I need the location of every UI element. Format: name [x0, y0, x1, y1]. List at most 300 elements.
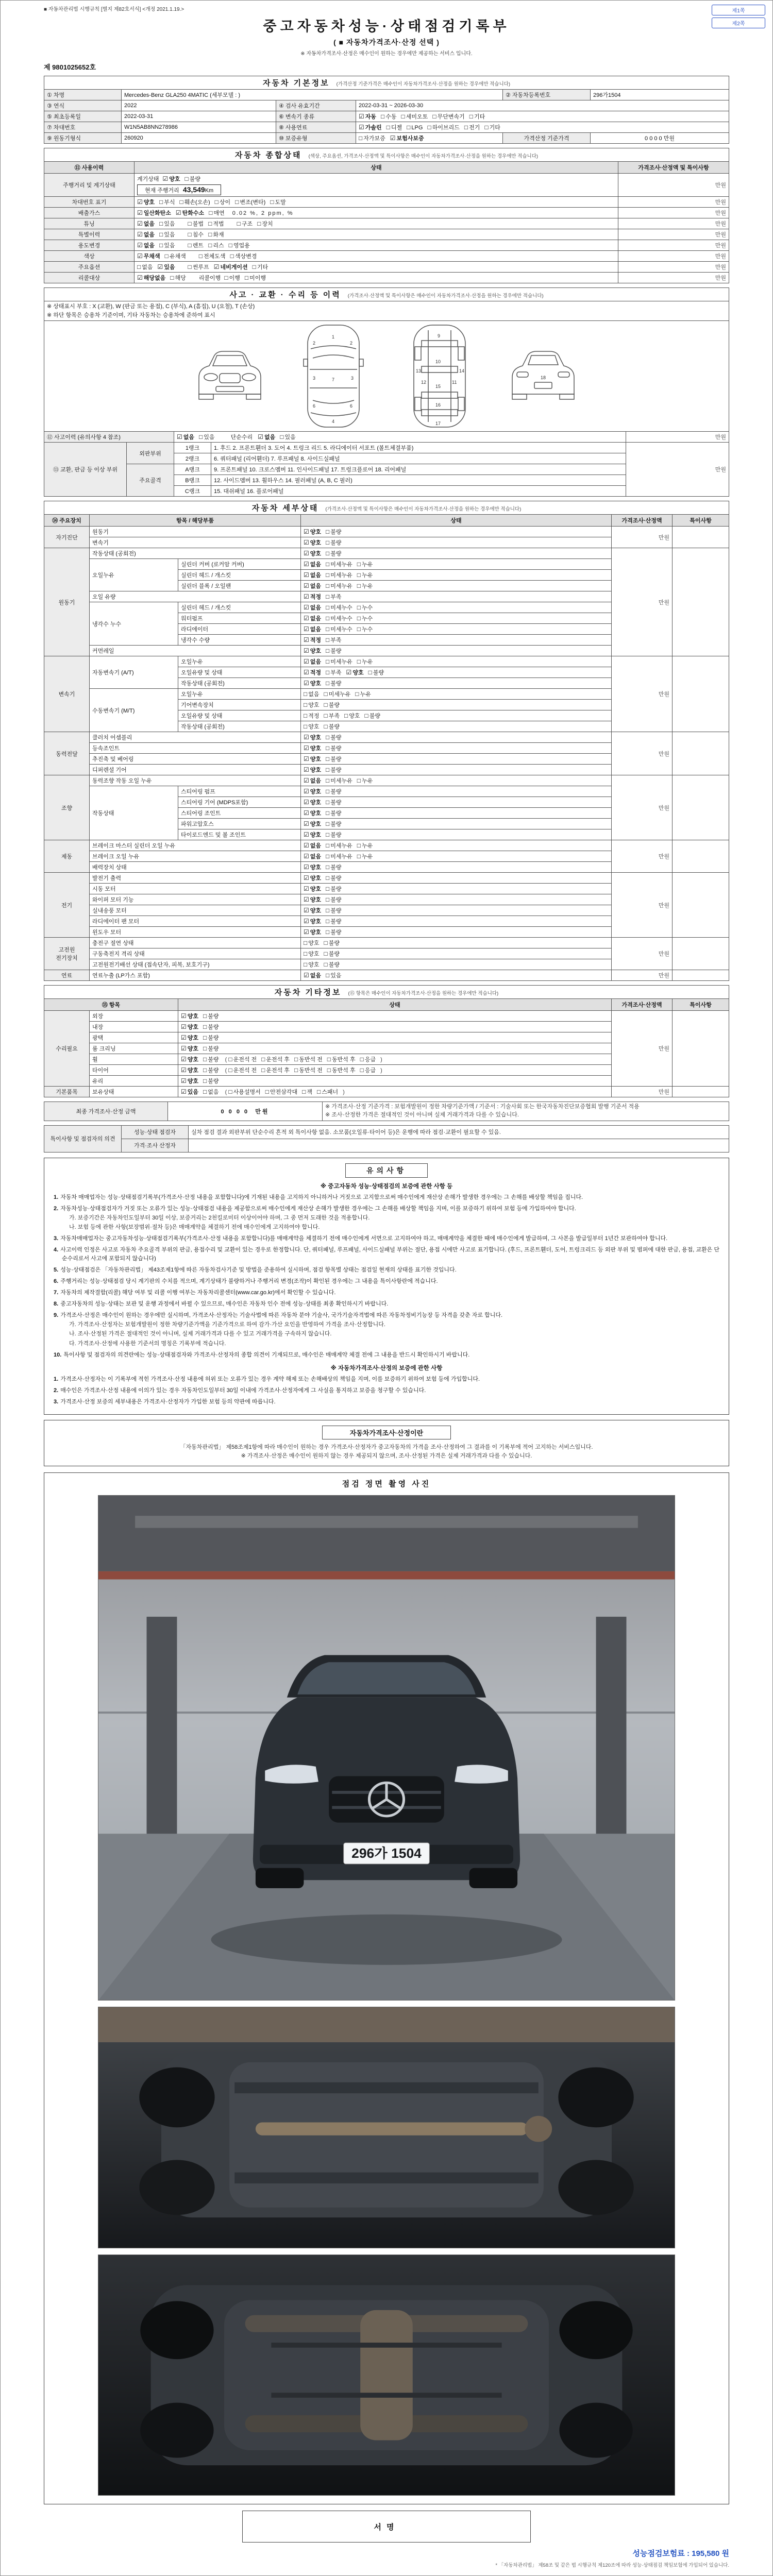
checkbox-option[interactable]: □ 미세누수	[326, 615, 352, 622]
checkbox-option[interactable]: ☑ 양호	[304, 896, 322, 903]
checkbox-option[interactable]: □ 불량	[368, 669, 384, 676]
checkbox-option[interactable]: □ 누유	[357, 571, 373, 579]
checkbox-icon: ☑	[359, 113, 364, 120]
checkbox-option[interactable]: ☑ 양호	[304, 863, 322, 871]
checkbox-option[interactable]: ☑ 양호	[304, 647, 322, 654]
checkbox-option[interactable]: □ 있음	[326, 972, 342, 979]
checkbox-option[interactable]: □ 불량	[326, 528, 342, 535]
checkbox-option[interactable]: ☑ 일산화탄소	[137, 209, 171, 216]
checkbox-option[interactable]: □ 불량	[326, 788, 342, 795]
checkbox-option[interactable]: □ 누유	[357, 561, 373, 568]
checkbox-option[interactable]: □ 응급	[360, 1066, 376, 1074]
checkbox-option[interactable]: □ 불량	[324, 961, 340, 968]
checkbox-icon: □	[198, 252, 203, 260]
etc-state	[178, 1011, 612, 1022]
checkbox-icon: □	[203, 1045, 207, 1052]
checkbox-option[interactable]: □ 부족	[326, 636, 342, 643]
checkbox-option[interactable]: □ 누수	[357, 625, 373, 633]
checkbox-option[interactable]: □ 미세누유	[326, 658, 352, 665]
svg-text:12: 12	[421, 380, 427, 385]
checkbox-option[interactable]: ☑ 양호	[181, 1066, 199, 1074]
checkbox-icon: ☑	[162, 175, 169, 182]
detail-state	[301, 613, 612, 624]
checkbox-option[interactable]: ☑ 없음	[304, 972, 322, 979]
checkbox-option[interactable]: □ 불량	[326, 680, 342, 687]
checkbox-option[interactable]: ☑ 양호	[181, 1034, 199, 1041]
checkbox-option[interactable]: □ 응급	[360, 1056, 376, 1063]
checkbox-option[interactable]: □ 동반석 전	[294, 1066, 323, 1074]
checkbox-option[interactable]: □ 화재	[208, 231, 224, 238]
svg-text:9: 9	[438, 333, 441, 338]
checkbox-option[interactable]: □ 렌트	[188, 242, 204, 249]
checkbox-option[interactable]: ☑ 있음	[181, 1088, 199, 1095]
checkbox-option[interactable]: □ 불량	[326, 755, 342, 762]
checkbox-option[interactable]: ☑ 없음	[304, 625, 322, 633]
checkbox-icon: □	[326, 604, 330, 611]
checkbox-icon: □	[304, 701, 308, 708]
checkbox-option[interactable]: ☑ 보험사보증	[390, 134, 424, 142]
checkbox-option[interactable]: ☑ 양호	[181, 1023, 199, 1030]
checkbox-option[interactable]: □ 해당	[170, 274, 186, 281]
checkbox-option[interactable]: □ 무단변속기	[432, 113, 465, 120]
detail-price: 만원	[612, 732, 673, 775]
checkbox-option[interactable]: □ 미세누유	[326, 571, 352, 579]
checkbox-option[interactable]: □ 불량	[203, 1077, 219, 1084]
checkbox-option[interactable]: ☑ 양호	[181, 1045, 199, 1052]
notice-item: 5. 성능·상태점검은 「자동차관리법」 제43조제1항에 따른 자동차검사기준 및 방법을 준용하여 실시하며, 점검 항목별 상태는 점검일 현재의 상태를 표기한 것입니다.	[54, 1267, 457, 1274]
current-mileage-box: 현재 주행거리 43,549Km	[137, 184, 221, 195]
checkbox-option[interactable]: □ 있음	[159, 231, 175, 238]
checkbox-option[interactable]: □ 적법	[208, 220, 224, 227]
detail-row	[44, 656, 729, 667]
checkbox-option[interactable]: ☑ 있음	[157, 263, 175, 270]
accident-history-state	[174, 432, 626, 443]
checkbox-option[interactable]: □ 불량	[326, 799, 342, 806]
checkbox-option[interactable]: ☑ 가솔린	[359, 124, 382, 131]
checkbox-option[interactable]: ☑ 양호	[181, 1056, 199, 1063]
checkbox-option[interactable]: □ 누유	[357, 582, 373, 589]
checkbox-option[interactable]: □ 기타	[469, 113, 485, 120]
car-diagram-row	[44, 321, 729, 432]
checkbox-option[interactable]: □ 불량	[326, 885, 342, 892]
checkbox-option[interactable]: □ 불량	[326, 874, 342, 882]
car-name-value: Mercedes-Benz GLA250 4MATIC (세부모델 : )	[122, 90, 503, 100]
checkbox-option[interactable]: □ 운전석 전	[228, 1056, 257, 1063]
checkbox-option[interactable]: ☑ 양호	[304, 550, 322, 557]
checkbox-option[interactable]: ☑ 양호	[304, 918, 322, 925]
checkbox-option[interactable]: ☑ 양호	[304, 788, 322, 795]
checkbox-option[interactable]: ☑ 없음	[304, 777, 322, 784]
basic-row	[44, 133, 729, 144]
checkbox-option[interactable]: □ 세미오토	[401, 113, 428, 120]
checkbox-option[interactable]: □ 불량	[326, 734, 342, 741]
svg-text:2: 2	[313, 341, 316, 346]
checkbox-option[interactable]: □ 불량	[326, 907, 342, 914]
accident-legend-row	[44, 301, 729, 321]
etc-price: 만원	[612, 1087, 673, 1097]
checkbox-option[interactable]: ☑ 양호	[304, 734, 322, 741]
checkbox-icon: □	[203, 1056, 207, 1063]
checkbox-icon: □	[326, 680, 330, 687]
checkbox-icon: □	[214, 198, 219, 206]
checkbox-option[interactable]: □ 있음	[199, 433, 215, 440]
summary-item-label: 차대번호 표기	[44, 197, 135, 208]
svg-text:14: 14	[459, 368, 465, 374]
checkbox-option[interactable]: □ 없음	[203, 1088, 219, 1095]
checkbox-option[interactable]: □ 불량	[203, 1012, 219, 1020]
checkbox-option[interactable]: ☑ 양호	[304, 907, 322, 914]
checkbox-option[interactable]: ☑ 없음	[258, 433, 276, 440]
checkbox-option[interactable]: □ 양호	[344, 712, 360, 719]
checkbox-option[interactable]: □ 장치	[257, 220, 273, 227]
checkbox-icon: ☑	[137, 220, 143, 227]
checkbox-option[interactable]: □ 부족	[326, 593, 342, 600]
checkbox-option[interactable]: ☑ 없음	[304, 853, 322, 860]
checkbox-icon: ☑	[181, 1066, 187, 1074]
summary-item-label: 주행거리 및 계기상태	[44, 174, 135, 197]
checkbox-icon: □	[184, 175, 189, 182]
checkbox-option[interactable]: ☑ 양호	[304, 809, 322, 817]
checkbox-icon: □	[355, 690, 359, 698]
summary-section	[44, 148, 729, 283]
checkbox-option[interactable]: □ 누유	[357, 777, 373, 784]
checkbox-option[interactable]: □ 불량	[324, 701, 340, 708]
detail-item: 브레이크 오일 누유	[90, 851, 301, 862]
car-underbody-diagram	[398, 322, 481, 430]
checkbox-option[interactable]: □ 유채색	[164, 252, 186, 260]
checkbox-option[interactable]: ☑ 없음	[304, 561, 322, 568]
checkbox-option[interactable]: □ 부식	[159, 198, 175, 206]
checkbox-option[interactable]: □ 불량	[364, 712, 381, 719]
checkbox-option[interactable]: ☑ 해당없음	[137, 274, 166, 281]
checkbox-option[interactable]: □ 운전석 후	[261, 1056, 290, 1063]
checkbox-option[interactable]: ☑ 양호	[304, 766, 322, 773]
checkbox-option[interactable]: □ 불법	[188, 220, 204, 227]
checkbox-option[interactable]: ☑ 양호	[304, 680, 322, 687]
checkbox-option[interactable]: ☑ 없음	[304, 571, 322, 579]
checkbox-icon: □	[326, 777, 330, 784]
checkbox-icon: □	[326, 593, 330, 600]
checkbox-option[interactable]: □ 불량	[203, 1034, 219, 1041]
checkbox-icon: ☑	[304, 831, 309, 838]
checkbox-option[interactable]: □ 누유	[357, 842, 373, 849]
checkbox-option[interactable]: □ 불량	[326, 863, 342, 871]
checkbox-option[interactable]: □ 불량	[324, 950, 340, 957]
etc-state: ☑ 양호 □ 불량 ( □ 운전석 전 □ 운전석 후 □ 동반석 전 □ 동반석 후 □ 응급 )	[178, 1065, 612, 1076]
opinion-row	[44, 1125, 729, 1139]
checkbox-icon: ☑	[304, 755, 309, 762]
detail-state	[301, 732, 612, 743]
checkbox-option[interactable]: □ 불량	[203, 1023, 219, 1030]
signature-box[interactable]	[242, 2511, 531, 2543]
etc-item: 광택	[90, 1032, 178, 1043]
checkbox-option[interactable]: ☑ 탄화수소	[175, 209, 205, 216]
summary-state	[135, 273, 618, 283]
rank-parts: 9. 프론트패널 10. 크로스멤버 11. 인사이드패널 17. 트렁크플로어 18. 리어패널	[211, 464, 626, 475]
summary-row	[44, 240, 729, 251]
checkbox-option[interactable]: □ 있음	[280, 433, 296, 440]
final-price-amount: 0 0 0 0 만원	[168, 1102, 323, 1121]
checkbox-option[interactable]: □ 전체도색	[198, 252, 226, 260]
checkbox-option[interactable]: ☑ 네비게이션	[213, 263, 248, 270]
basic-row	[44, 100, 729, 111]
detail-state	[301, 678, 612, 689]
checkbox-option[interactable]: □ 동반석 전	[294, 1056, 323, 1063]
car-front-image	[253, 1655, 520, 1888]
accident-history-row	[44, 432, 729, 443]
checkbox-option[interactable]: ☑ 양호	[346, 669, 364, 676]
insurance-fee: 성능점검보험료 : 195,580 원	[632, 2549, 729, 2558]
checkbox-option[interactable]: ☑ 양호	[181, 1012, 199, 1020]
checkbox-option[interactable]: □ 불량	[326, 820, 342, 827]
checkbox-option[interactable]: □ 양호	[304, 701, 320, 708]
checkbox-icon: □	[326, 528, 330, 535]
detail-note	[673, 548, 729, 656]
detail-part: 스티어링 기어 (MDPS포함)	[178, 797, 301, 808]
checkbox-option[interactable]: □ 불량	[326, 831, 342, 838]
checkbox-option[interactable]: □ 침수	[188, 231, 204, 238]
checkbox-option[interactable]: □ 구조	[237, 220, 253, 227]
checkbox-icon: □	[270, 198, 274, 206]
detail-item: 변속기	[90, 537, 301, 548]
checkbox-option[interactable]: □ 사용설명서	[228, 1088, 261, 1095]
checkbox-option[interactable]: ☑ 적정	[304, 636, 322, 643]
checkbox-icon: □	[326, 539, 330, 546]
checkbox-icon: ☑	[137, 231, 143, 238]
checkbox-icon: □	[324, 950, 328, 957]
detail-state	[301, 548, 612, 559]
checkbox-option[interactable]: □ 미세누수	[326, 625, 352, 633]
checkbox-option[interactable]: □ 적정	[304, 712, 320, 719]
checkbox-icon: □	[326, 972, 330, 979]
checkbox-option[interactable]: ☑ 양호	[304, 799, 322, 806]
etc-note	[673, 1011, 729, 1087]
checkbox-option[interactable]: ☑ 양호	[304, 885, 322, 892]
checkbox-option[interactable]: ☑ 적정	[304, 669, 322, 676]
checkbox-icon: □	[360, 1066, 364, 1074]
detail-state	[301, 667, 612, 678]
checkbox-option[interactable]: ☑ 양호	[304, 820, 322, 827]
checkbox-option[interactable]: □ 스패너	[317, 1088, 339, 1095]
checkbox-icon: □	[304, 712, 308, 719]
checkbox-icon: □	[208, 220, 212, 227]
checkbox-option[interactable]: □ 이행	[224, 274, 240, 281]
checkbox-option[interactable]: ☑ 양호	[181, 1077, 199, 1084]
detail-part: 스티어링 조인트	[178, 808, 301, 819]
measured-value: 0.02 %, 2 ppm, %	[232, 210, 294, 216]
checkbox-option[interactable]: □ 기타	[484, 124, 500, 131]
etc-state: ☑ 양호 □ 불량 ( □ 운전석 전 □ 운전석 후 □ 동반석 전 □ 동반석 후 □ 응급 )	[178, 1054, 612, 1065]
checkbox-option[interactable]: ☑ 양호	[162, 175, 180, 182]
detail-item: 시동 모터	[90, 884, 301, 894]
checkbox-option[interactable]: □ 불량	[326, 766, 342, 773]
detail-part: 오일유량 및 상태	[178, 667, 301, 678]
checkbox-option[interactable]: □ LPG	[407, 124, 423, 131]
checkbox-option[interactable]: □ 운전석 전	[228, 1066, 257, 1074]
summary-state	[135, 262, 618, 273]
detail-item: 배력장치 상태	[90, 862, 301, 873]
checkbox-option[interactable]: □ 불량	[326, 918, 342, 925]
detail-row	[44, 775, 729, 786]
checkbox-option[interactable]: □ 누수	[357, 604, 373, 611]
transmission-options	[356, 111, 729, 122]
checkbox-option[interactable]: □ 미세누유	[326, 777, 352, 784]
legal-footnote: * 「자동차관리법」 제58조 및 같은 법 시행규칙 제120조에 따라 성능·상태점검 책임보험에 가입되어 있습니다.	[495, 2563, 729, 2568]
checkbox-option[interactable]: □ 불량	[184, 175, 201, 182]
detail-state	[301, 624, 612, 635]
checkbox-option[interactable]: □ 누유	[357, 658, 373, 665]
summary-row	[44, 262, 729, 273]
car-front-diagram	[191, 345, 268, 407]
checkbox-option[interactable]: □ 없음	[304, 690, 320, 698]
checkbox-option[interactable]: □ 색상변경	[230, 252, 257, 260]
checkbox-option[interactable]: □ 훼손(오손)	[179, 198, 210, 206]
checkbox-option[interactable]: □ 불량	[326, 550, 342, 557]
checkbox-option[interactable]: □ 누유	[355, 690, 371, 698]
checkbox-option[interactable]: □ 안전삼각대	[265, 1088, 298, 1095]
checkbox-option[interactable]: □ 불량	[326, 896, 342, 903]
checkbox-option[interactable]: ☑ 자동	[359, 113, 377, 120]
checkbox-option[interactable]: □ 양호	[304, 950, 320, 957]
checkbox-icon: □	[159, 220, 163, 227]
checkbox-option[interactable]: □ 미세누수	[326, 604, 352, 611]
checkbox-option[interactable]: □ 운전석 후	[261, 1066, 290, 1074]
checkbox-option[interactable]: □ 미세누유	[324, 690, 351, 698]
checkbox-option[interactable]: □ 자가보증	[359, 134, 385, 142]
checkbox-option[interactable]: □ 매연	[209, 209, 225, 216]
detail-state	[301, 635, 612, 646]
exchange-label: ⑬ 교환, 판금 등 이상 부위	[44, 443, 127, 497]
checkbox-option[interactable]: ☑ 양호	[137, 198, 155, 206]
underbody-photo-2	[98, 2255, 675, 2496]
checkbox-option[interactable]: ☑ 없음	[137, 220, 155, 227]
summary-state	[135, 218, 618, 229]
checkbox-option[interactable]: □ 양호	[304, 961, 320, 968]
checkbox-option[interactable]: ☑ 양호	[304, 744, 322, 752]
checkbox-icon: □	[237, 220, 241, 227]
checkbox-option[interactable]: □ 디젤	[386, 124, 402, 131]
checkbox-icon: ☑	[258, 433, 264, 440]
checkbox-option[interactable]: □ 전기	[464, 124, 480, 131]
checkbox-option[interactable]: □ 영업용	[228, 242, 250, 249]
checkbox-option[interactable]: □ 리스	[208, 242, 224, 249]
checkbox-option[interactable]: □ 동반석 후	[327, 1066, 356, 1074]
detail-row	[44, 873, 729, 884]
checkbox-option[interactable]: ☑ 없음	[304, 604, 322, 611]
checkbox-icon: □	[203, 1023, 207, 1030]
summary-price: 만원	[618, 197, 729, 208]
checkbox-icon: □	[326, 918, 330, 925]
checkbox-option[interactable]: □ 누유	[357, 853, 373, 860]
checkbox-option[interactable]: ☑ 없음	[304, 582, 322, 589]
checkbox-option[interactable]: □ 불량	[324, 939, 340, 946]
checkbox-option[interactable]: ☑ 없음	[304, 615, 322, 622]
checkbox-option[interactable]: ☑ 양호	[304, 755, 322, 762]
checkbox-option[interactable]: □ 잭	[302, 1088, 313, 1095]
detail-price: 만원	[612, 775, 673, 840]
checkbox-option[interactable]: □ 도말	[270, 198, 286, 206]
checkbox-option[interactable]: □ 수동	[381, 113, 397, 120]
summary-price: 만원	[618, 218, 729, 229]
detail-item: 충전구 절연 상태	[90, 938, 301, 948]
checkbox-option[interactable]: □ 변조(변타)	[235, 198, 266, 206]
checkbox-option[interactable]: ☑ 적정	[304, 593, 322, 600]
checkbox-option[interactable]: □ 불량	[203, 1045, 219, 1052]
checkbox-option[interactable]: □ 미이행	[244, 274, 266, 281]
checkbox-option[interactable]: ☑ 양호	[304, 528, 322, 535]
checkbox-icon: □	[170, 274, 174, 281]
summary-row	[44, 251, 729, 262]
detail-part: 실린더 블록 / 오일팬	[178, 581, 301, 591]
detail-item: 원동기	[90, 527, 301, 537]
detail-state	[301, 743, 612, 754]
checkbox-option[interactable]: □ 불량	[203, 1056, 219, 1063]
checkbox-option[interactable]: □ 양호	[304, 723, 320, 730]
checkbox-option[interactable]: □ 있음	[159, 242, 175, 249]
checkbox-option[interactable]: □ 불량	[326, 809, 342, 817]
checkbox-icon: □	[357, 777, 361, 784]
checkbox-option[interactable]: □ 하이브리드	[427, 124, 460, 131]
checkbox-option[interactable]: ☑ 양호	[304, 928, 322, 936]
checkbox-icon: ☑	[304, 896, 309, 903]
checkbox-option[interactable]: ☑ 양호	[304, 831, 322, 838]
checkbox-option[interactable]: ☑ 없음	[304, 842, 322, 849]
checkbox-option[interactable]: □ 있음	[159, 220, 175, 227]
checkbox-option[interactable]: □ 불량	[203, 1066, 219, 1074]
checkbox-option[interactable]: □ 부족	[326, 669, 342, 676]
checkbox-option[interactable]: □ 상이	[214, 198, 231, 206]
base-price-label: 가격산정 기준가격	[503, 133, 591, 144]
checkbox-icon: □	[159, 242, 163, 249]
checkbox-option[interactable]: ☑ 없음	[137, 231, 155, 238]
checkbox-option[interactable]: □ 없음	[137, 263, 153, 270]
checkbox-option[interactable]: □ 미세누유	[326, 582, 352, 589]
checkbox-option[interactable]: ☑ 양호	[304, 539, 322, 546]
checkbox-option[interactable]: □ 동반석 후	[327, 1056, 356, 1063]
checkbox-option[interactable]: ☑ 무채색	[137, 252, 160, 260]
checkbox-option[interactable]: □ 양호	[304, 939, 320, 946]
checkbox-option[interactable]: □ 부족	[324, 712, 340, 719]
vin-value: W1N5AB8NN278986	[122, 122, 276, 133]
checkbox-option[interactable]: □ 미세누유	[326, 561, 352, 568]
checkbox-option[interactable]: □ 불량	[326, 928, 342, 936]
checkbox-icon: □	[324, 723, 328, 730]
checkbox-option[interactable]: □ 미세누유	[326, 853, 352, 860]
notice-sub-item: 2. 매수인은 가격조사·산정 내용에 이의가 있는 경우 자동차인도일부터 30일 이내에 가격조사·산정자에게 그 사실을 통지하고 보증을 청구할 수 있습니다.	[54, 1387, 426, 1394]
checkbox-option[interactable]: ☑ 없음	[137, 242, 155, 249]
detail-note	[673, 775, 729, 840]
checkbox-icon: □	[357, 658, 361, 665]
checkbox-option[interactable]: ☑ 없음	[304, 658, 322, 665]
checkbox-option[interactable]: □ 누수	[357, 615, 373, 622]
checkbox-option[interactable]: ☑ 없음	[177, 433, 195, 440]
checkbox-option[interactable]: □ 미세누유	[326, 842, 352, 849]
checkbox-option[interactable]: ☑ 양호	[304, 874, 322, 882]
detail-item: 작동상태 (공회전)	[90, 548, 301, 559]
notice-sub-item: 1. 가격조사·산정자는 이 기록부에 적힌 가격조사·산정 내용에 허위 또는 오류가 있는 경우 계약 해제 또는 손해배상의 책임을 지며, 이를 보증하기 위하여 보험 등에 가입합니다.	[54, 1376, 480, 1382]
notice-title: 유의사항	[345, 1163, 428, 1178]
checkbox-option[interactable]: □ 기타	[252, 263, 268, 270]
checkbox-option[interactable]: □ 썬루프	[188, 263, 209, 270]
checkbox-icon: ☑	[304, 593, 309, 600]
checkbox-option[interactable]: □ 불량	[326, 539, 342, 546]
checkbox-option[interactable]: □ 불량	[326, 647, 342, 654]
checkbox-option[interactable]: □ 불량	[326, 744, 342, 752]
checkbox-option[interactable]: □ 불량	[324, 723, 340, 730]
checkbox-icon: ☑	[137, 242, 143, 249]
insurance-fee-line	[44, 2548, 729, 2558]
detail-state	[301, 710, 612, 721]
